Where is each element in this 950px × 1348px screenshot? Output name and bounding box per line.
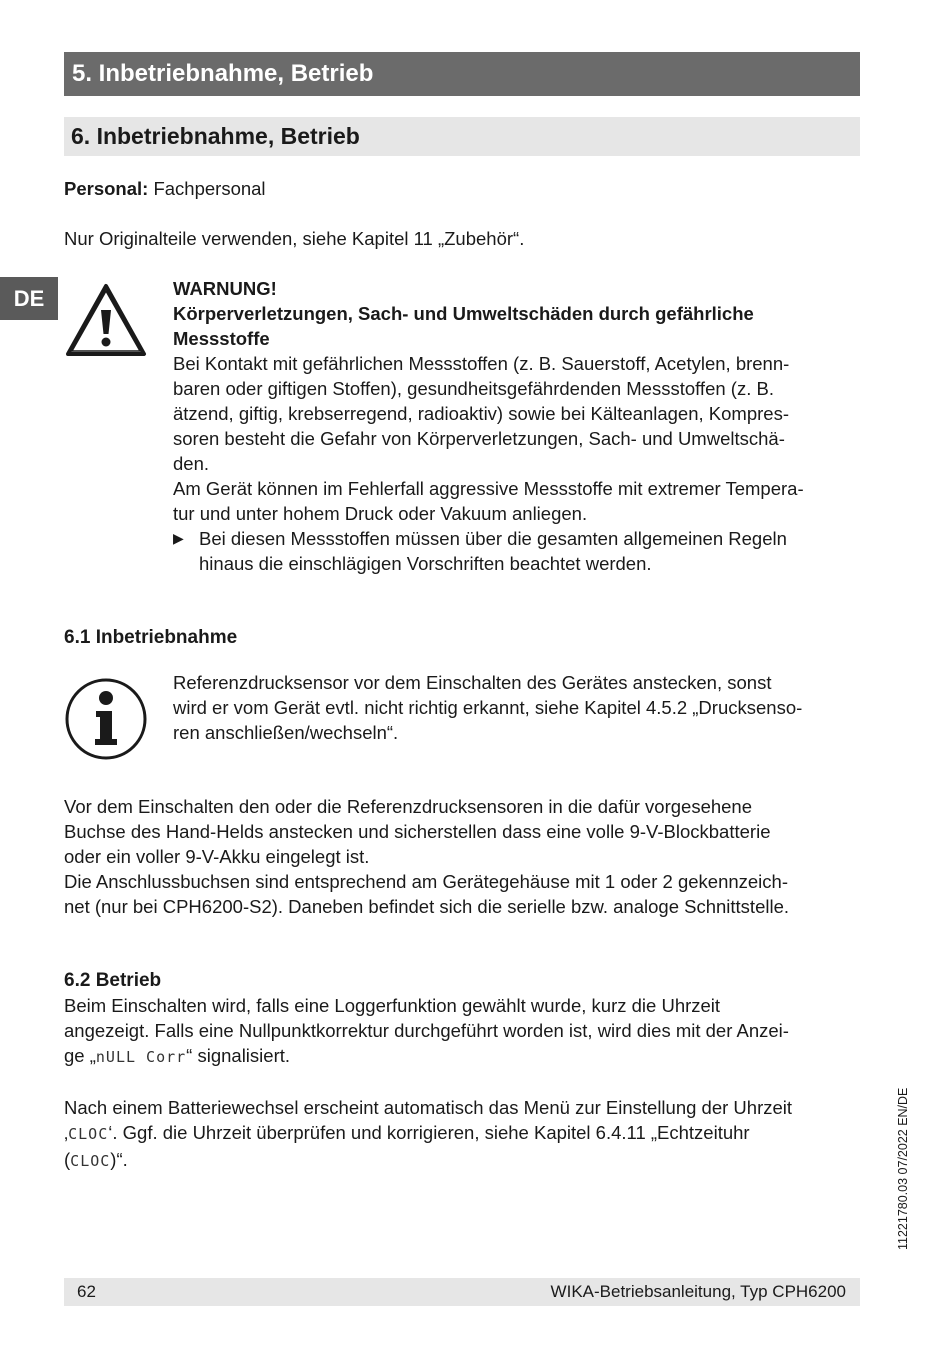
warning-body-line: tur und unter hohem Druck oder Vakuum anliegen. — [173, 503, 588, 524]
body-line: net (nur bei CPH6200-S2). Daneben befindet sich die serielle bzw. analoge Schnittstelle. — [64, 896, 790, 917]
text-fragment: ( — [64, 1149, 71, 1170]
footer-doc-title: WIKA-Betriebsanleitung, Typ CPH6200 — [550, 1282, 846, 1301]
operation-section — [64, 968, 864, 1174]
chapter-header: 5. Inbetriebnahme, Betrieb — [64, 52, 860, 96]
body-line: oder ein voller 9-V-Akku eingelegt ist. — [64, 846, 370, 867]
warning-body-line: soren besteht die Gefahr von Körperverletzungen, Sach- und Umweltschä- — [173, 428, 785, 449]
warning-subheading-line: Körperverletzungen, Sach- und Umweltschäden durch gefährliche — [173, 303, 754, 324]
info-line: ren anschließen/wechseln“. — [173, 722, 399, 743]
warning-heading: WARNUNG! — [173, 278, 277, 299]
commissioning-paragraph — [64, 794, 864, 919]
text-fragment: “ signalisiert. — [186, 1045, 291, 1066]
lcd-display-text: CLOC — [70, 1152, 111, 1170]
bullet-arrow-icon: ▶ — [173, 530, 184, 546]
body-line: Beim Einschalten wird, falls eine Loggerfunktion gewählt wurde, kurz die Uhrzeit — [64, 995, 721, 1016]
subsection-heading-6-2: 6.2 Betrieb — [64, 970, 162, 991]
warning-bullet-line: hinaus die einschlägigen Vorschriften beachtet werden. — [199, 553, 652, 574]
warning-bullet — [173, 526, 863, 576]
info-line: Referenzdrucksensor vor dem Einschalten des Gerätes anstecken, sonst — [173, 672, 772, 693]
info-line: wird er vom Gerät evtl. nicht richtig erkannt, siehe Kapitel 4.5.2 „Drucksenso- — [173, 697, 803, 718]
warning-block — [173, 276, 863, 576]
lcd-display-text: CLOC — [68, 1125, 109, 1143]
original-parts-note: Nur Originalteile verwenden, siehe Kapitel 11 „Zubehör“. — [64, 228, 525, 249]
body-line — [64, 1120, 864, 1147]
body-line: Nach einem Batteriewechsel erscheint automatisch das Menü zur Einstellung der Uhrzeit — [64, 1097, 793, 1118]
warning-body-line: ätzend, giftig, krebserregend, radioaktiv) sowie bei Kälteanlagen, Kompres- — [173, 403, 789, 424]
body-line: angezeigt. Falls eine Nullpunktkorrektur durchgeführt worden ist, wird dies mit der Anzei- — [64, 1020, 789, 1041]
body-line — [64, 1147, 864, 1174]
warning-body-line: baren oder giftigen Stoffen), gesundheitsgefährdenden Messstoffen (z. B. — [173, 378, 774, 399]
text-fragment: )“. — [110, 1149, 128, 1170]
warning-bullet-line: Bei diesen Messstoffen müssen über die gesamten allgemeinen Regeln — [199, 528, 787, 549]
warning-body-line: den. — [173, 453, 210, 474]
lcd-display-text: nULL Corr — [95, 1048, 187, 1066]
text-fragment: ‚ — [64, 1122, 69, 1143]
body-line — [64, 1043, 864, 1070]
body-line: Die Anschlussbuchsen sind entsprechend am Gerätegehäuse mit 1 oder 2 gekennzeich- — [64, 871, 788, 892]
text-fragment: ‘. Ggf. die Uhrzeit überprüfen und korrigieren, siehe Kapitel 6.4.11 „Echtzeituhr — [108, 1122, 750, 1143]
body-line: Buchse des Hand-Helds anstecken und sicherstellen dass eine volle 9-V-Blockbatterie — [64, 821, 771, 842]
footer — [64, 1278, 860, 1306]
warning-triangle-icon — [64, 282, 148, 358]
info-circle-icon — [64, 677, 148, 761]
warning-body-line: Am Gerät können im Fehlerfall aggressive Messstoffe mit extremer Tempera- — [173, 478, 804, 499]
personnel-label: Personal: — [64, 178, 149, 199]
text-fragment: ge „ — [64, 1045, 96, 1066]
warning-subheading-line: Messstoffe — [173, 328, 270, 349]
info-block — [173, 670, 863, 745]
page-number: 62 — [77, 1282, 96, 1301]
section-heading: 6. Inbetriebnahme, Betrieb — [64, 117, 860, 156]
warning-body-line: Bei Kontakt mit gefährlichen Messstoffen (z. B. Sauerstoff, Acetylen, brenn- — [173, 353, 790, 374]
body-line: Vor dem Einschalten den oder die Referenzdrucksensoren in die dafür vorgesehene — [64, 796, 753, 817]
document-code: 11221780.03 07/2022 EN/DE — [896, 1087, 910, 1250]
personnel-value: Fachpersonal — [148, 178, 266, 199]
personnel-line — [64, 176, 266, 201]
subsection-heading-6-1: 6.1 Inbetriebnahme — [64, 627, 238, 648]
language-tab: DE — [0, 277, 58, 320]
